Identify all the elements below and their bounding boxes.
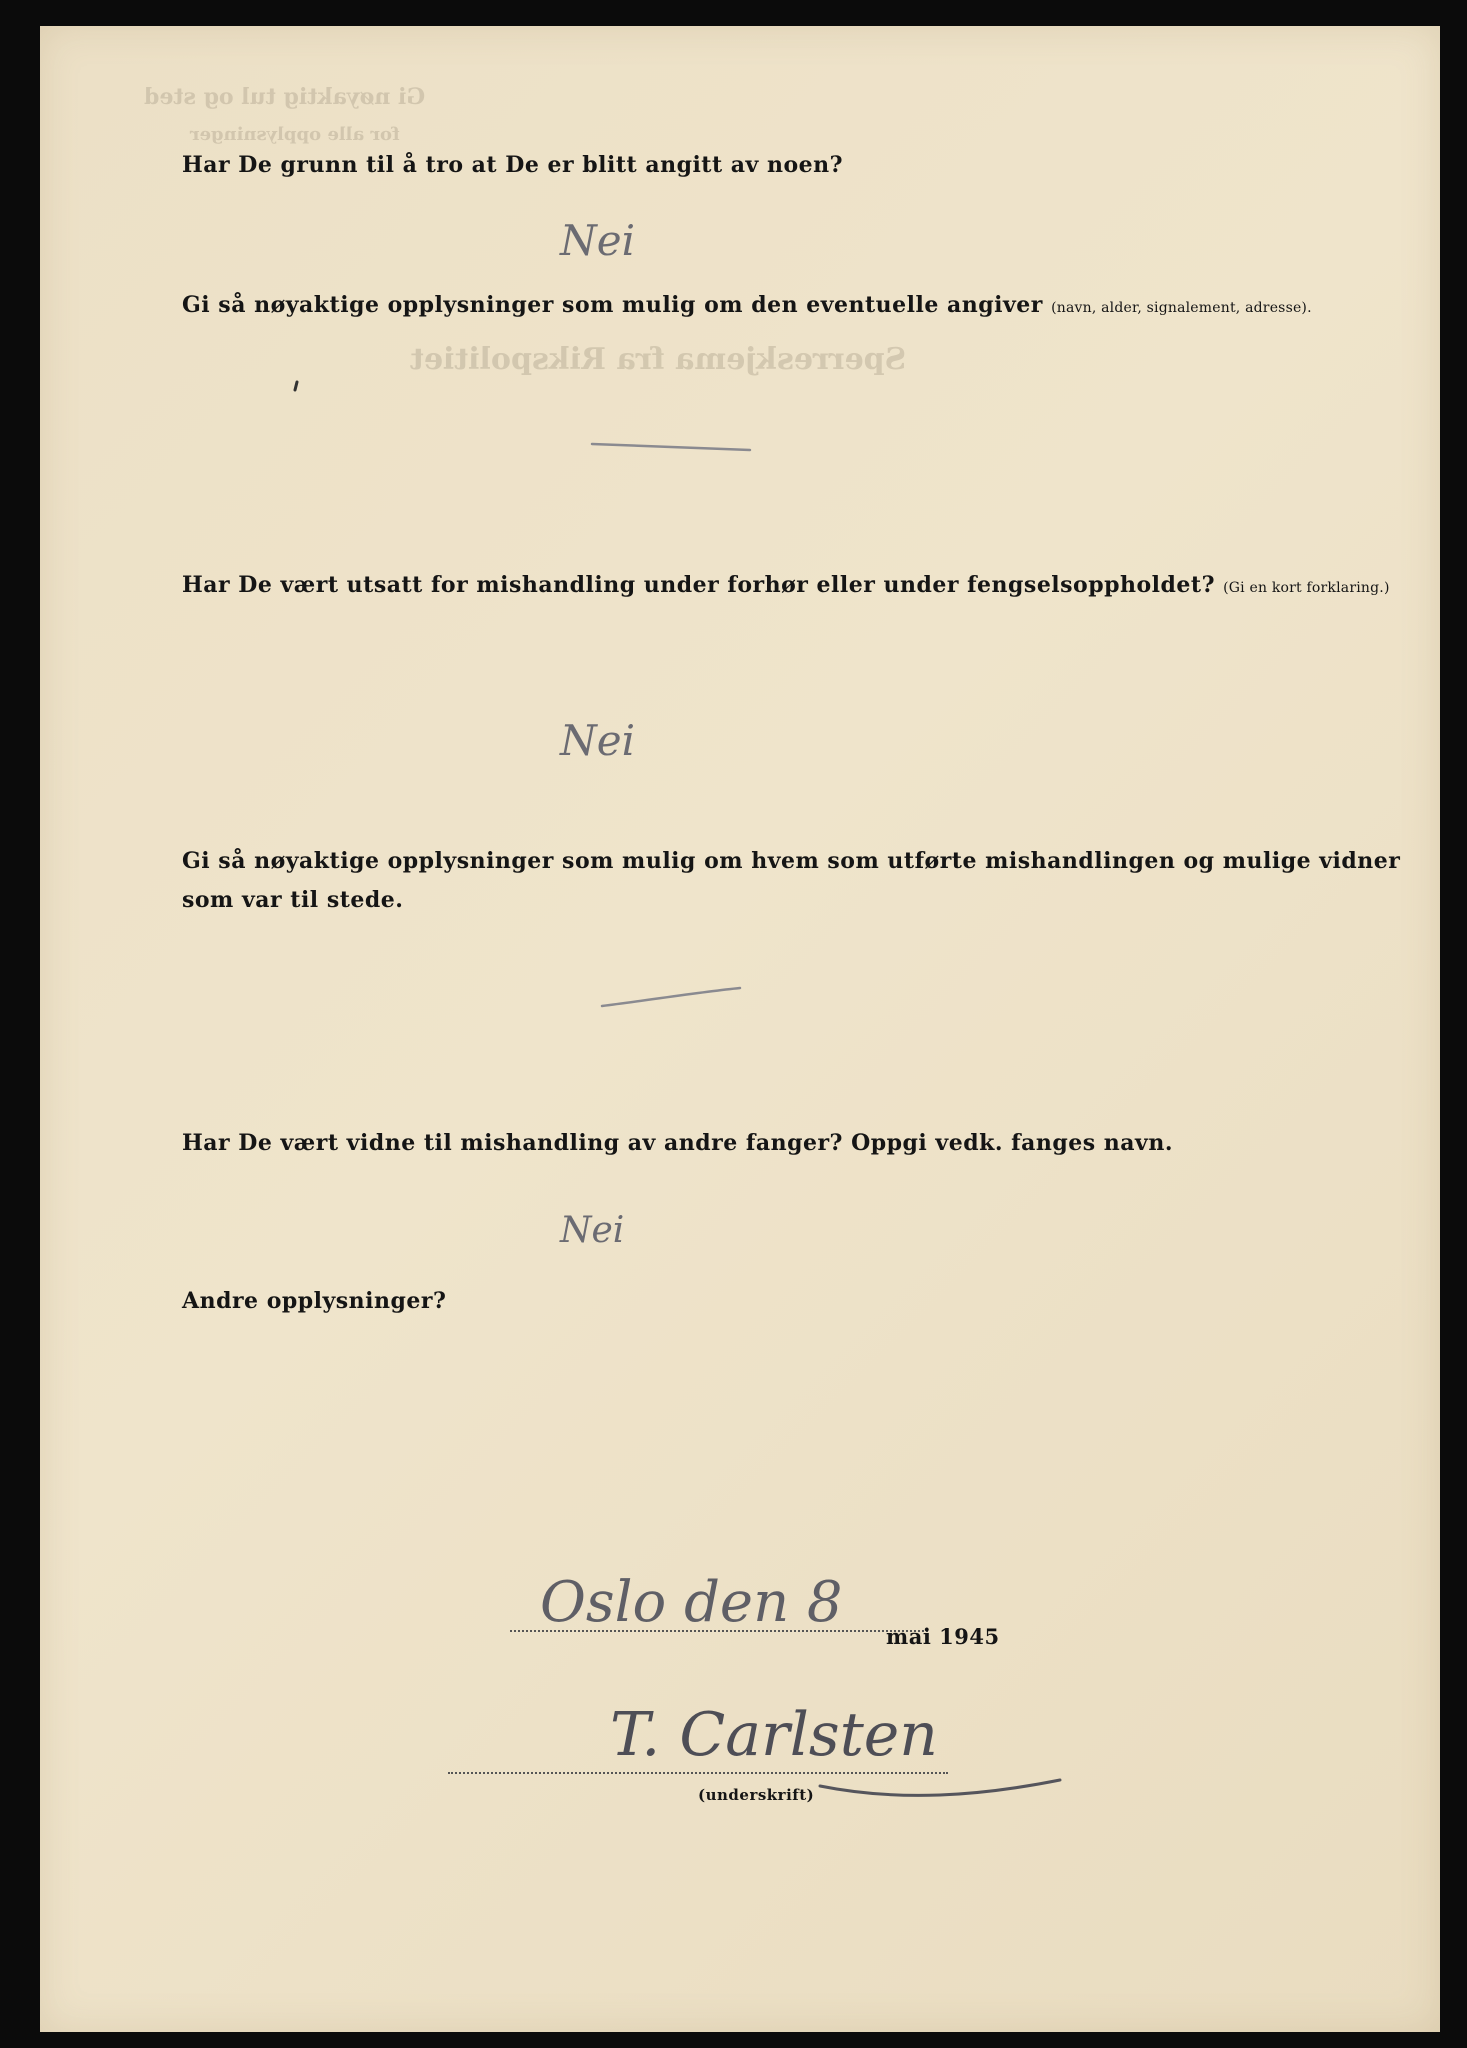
bleed-through-text: Gi nøyaktig tul og sted — [144, 84, 426, 110]
pencil-dash-1 — [592, 444, 750, 450]
document-page — [40, 26, 1440, 2032]
question-mistreatment-note: (Gi en kort forklaring.) — [1223, 580, 1390, 596]
question-mistreatment-main: Har De vært utsatt for mishandling under forhør eller under fengselsoppholdet? — [182, 572, 1215, 598]
pencil-marks — [40, 26, 1440, 2032]
answer-mistreatment-handwritten: Nei — [560, 716, 636, 765]
question-perpetrator-details: Gi så nøyaktige opplysninger som mulig om hvem som utførte mishandlingen og mulige vidner — [182, 848, 1401, 874]
question-perpetrator-details-line2: som var til stede. — [182, 887, 404, 913]
question-other-info: Andre opplysninger? — [182, 1288, 447, 1314]
question-denounced: Har De grunn til å tro at De er blitt angitt av noen? — [182, 152, 844, 178]
signature-underline-stroke — [820, 1780, 1060, 1795]
pencil-tick — [295, 382, 297, 390]
answer-denounced-handwritten: Nei — [560, 216, 636, 265]
bleed-through-heading: Sperreskjema fra Rikspolitiet — [410, 342, 907, 377]
place-date-handwritten: Oslo den 8 — [540, 1570, 843, 1635]
signature-label: (underskrift) — [698, 1786, 815, 1804]
pencil-dash-2 — [602, 988, 740, 1006]
question-informer-main: Gi så nøyaktige opplysninger som mulig om den eventuelle angiver — [182, 292, 1043, 318]
signature-handwritten: T. Carlsten — [610, 1700, 938, 1770]
date-printed: mai 1945 — [886, 1624, 1000, 1649]
bleed-through-text-2: for alle opplysninger — [190, 124, 400, 145]
question-witness: Har De vært vidne til mishandling av andre fanger? Oppgi vedk. fanges navn. — [182, 1130, 1173, 1156]
question-informer-note: (navn, alder, signalement, adresse). — [1051, 300, 1312, 316]
answer-witness-handwritten: Nei — [560, 1210, 625, 1251]
